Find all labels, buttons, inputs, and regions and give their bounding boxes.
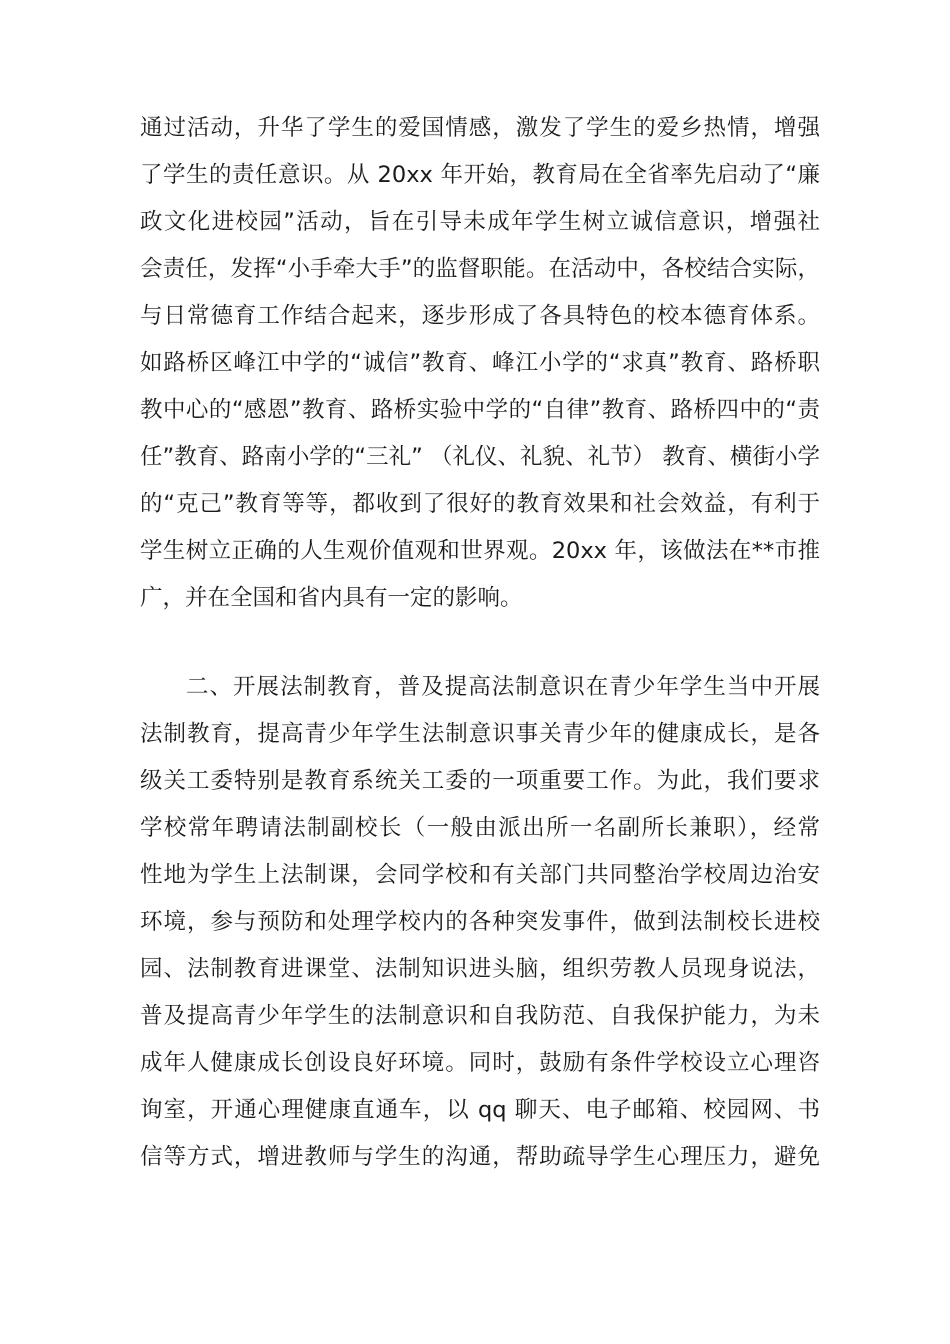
text-line: 级关工委特别是教育系统关工委的一项重要工作。为此，我们要求 [140,768,820,794]
text-line: 普及提高青少年学生的法制意识和自我防范、自我保护能力，为未 [140,1003,820,1029]
text-line: 环境，参与预防和处理学校内的各种突发事件，做到法制校长进校 [140,909,820,935]
text-line: 成年人健康成长创设良好环境。同时，鼓励有条件学校设立心理咨 [140,1050,820,1076]
text-line: 询室，开通心理健康直通车，以 qq 聊天、电子邮箱、校园网、书 [140,1097,820,1123]
text-line: 与日常德育工作结合起来，逐步形成了各具特色的校本德育体系。 [140,303,820,329]
text-line: 的“克己”教育等等，都收到了很好的教育效果和社会效益，有利于 [140,491,820,517]
text-line: 二、开展法制教育，普及提高法制意识在青少年学生当中开展 [186,674,820,700]
text-line: 了学生的责任意识。从 20xx 年开始，教育局在全省率先启动了“廉 [140,162,820,188]
text-line: 学生树立正确的人生观价值观和世界观。20xx 年，该做法在**市推 [140,538,820,564]
text-line: 学校常年聘请法制副校长（一般由派出所一名副所长兼职），经常 [140,815,820,841]
text-line: 会责任，发挥“小手牵大手”的监督职能。在活动中，各校结合实际， [140,256,820,282]
text-line: 政文化进校园”活动，旨在引导未成年学生树立诚信意识，增强社 [140,209,820,235]
text-line: 任”教育、路南小学的“三礼” （礼仪、礼貌、礼节） 教育、横街小学 [140,444,820,470]
text-line: 性地为学生上法制课，会同学校和有关部门共同整治学校周边治安 [140,862,820,888]
text-line: 如路桥区峰江中学的“诚信”教育、峰江小学的“求真”教育、路桥职 [140,350,820,376]
text-line: 法制教育，提高青少年学生法制意识事关青少年的健康成长，是各 [140,721,820,747]
text-line: 通过活动，升华了学生的爱国情感，激发了学生的爱乡热情，增强 [140,115,820,141]
text-line: 教中心的“感恩”教育、路桥实验中学的“自律”教育、路桥四中的“责 [140,397,820,423]
text-line: 广，并在全国和省内具有一定的影响。 [140,585,523,611]
text-line: 园、法制教育进课堂、法制知识进头脑，组织劳教人员现身说法， [140,956,820,982]
text-line: 信等方式，增进教师与学生的沟通，帮助疏导学生心理压力，避免 [140,1144,820,1170]
